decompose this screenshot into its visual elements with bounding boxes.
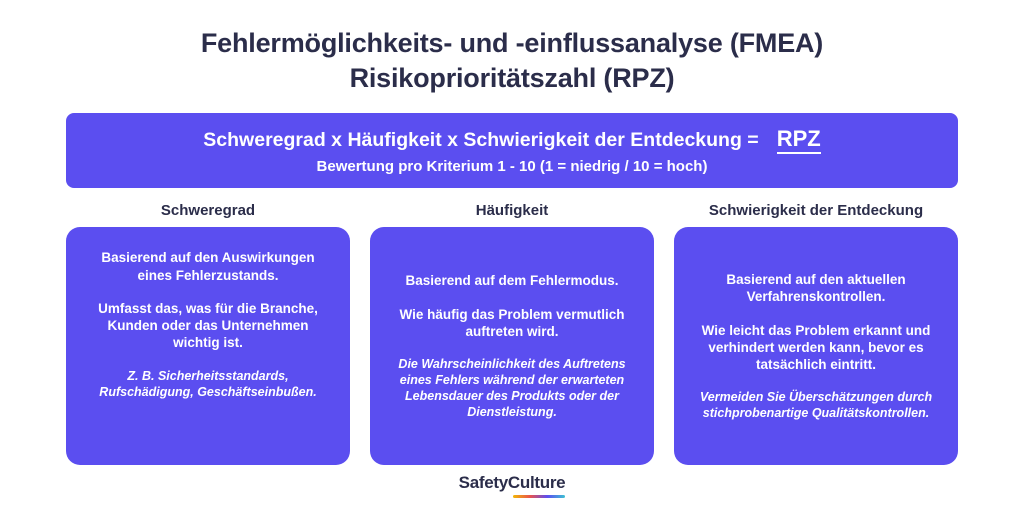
title-line-2: Risikoprioritätszahl (RPZ): [349, 62, 675, 93]
card-paragraph: Basierend auf dem Fehlermodus.: [405, 273, 619, 289]
card-paragraph-italic: Z. B. Sicherheitsstandards, Rufschädigung, Geschäftseinbußen.: [99, 368, 317, 399]
criteria-card-severity: [66, 227, 350, 465]
column-heading-severity: Schweregrad: [160, 202, 256, 220]
criteria-column-severity: [66, 202, 350, 465]
formula-banner: [66, 113, 958, 188]
card-paragraph: Basierend auf den aktuellen Verfahrenskontrollen.: [726, 272, 906, 305]
page-title: [0, 0, 1024, 95]
card-paragraph: Basierend auf den Auswirkungen eines Fehlerzustands.: [101, 250, 315, 283]
logo-underline-icon: [513, 495, 565, 498]
column-heading-occurrence: Häufigkeit: [475, 202, 549, 220]
logo-text-culture: Culture: [507, 473, 566, 492]
criteria-column-occurrence: [370, 202, 654, 465]
criteria-card-detection: [674, 227, 958, 465]
card-paragraph-italic: Die Wahrscheinlichkeit des Auftretens eines Fehlers während der erwarteten Lebensdauer des Produkts oder der Dienstleistung.: [398, 357, 626, 420]
card-paragraph: Wie häufig das Problem vermutlich auftreten wird.: [399, 306, 625, 339]
formula-main-row: [66, 127, 958, 154]
card-paragraph: Wie leicht das Problem erkannt und verhindert werden kann, bevor es tatsächlich eintritt.: [701, 322, 931, 373]
column-heading-detection: Schwierigkeit der Entdeckung: [708, 202, 924, 220]
card-paragraph: Umfasst das, was für die Branche, Kunden oder das Unternehmen wichtig ist.: [98, 300, 318, 351]
criteria-columns: [66, 202, 958, 465]
card-paragraph-italic: Vermeiden Sie Überschätzungen durch stichprobenartige Qualitätskontrollen.: [699, 390, 933, 421]
criteria-card-occurrence: [370, 227, 654, 465]
title-line-1: Fehlermöglichkeits- und -einflussanalyse (FMEA): [200, 28, 824, 58]
criteria-column-detection: [674, 202, 958, 465]
formula-result: RPZ: [777, 127, 821, 154]
safetyculture-logo: [459, 473, 566, 498]
logo-text-safety: Safety: [458, 473, 508, 492]
footer: [0, 473, 1024, 498]
formula-subtext: Bewertung pro Kriterium 1 - 10 (1 = niedrig / 10 = hoch): [316, 158, 708, 176]
formula-expression: Schweregrad x Häufigkeit x Schwierigkeit der Entdeckung =: [203, 129, 759, 152]
